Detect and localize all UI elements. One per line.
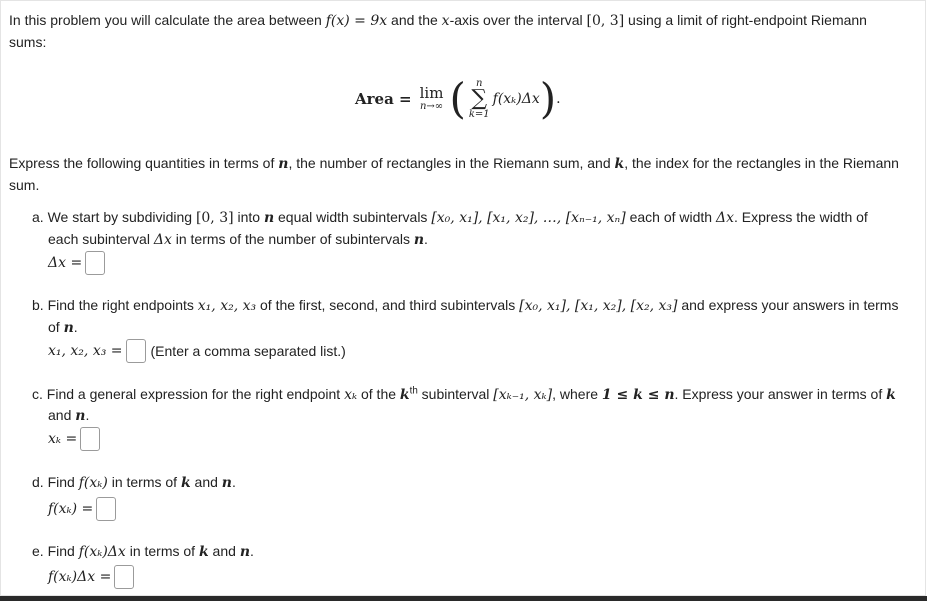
answer-label: Δx = [48, 255, 83, 271]
part-a-text: each subinterval [48, 231, 154, 247]
part-a-text: equal width subintervals [274, 209, 432, 225]
area-formula [355, 71, 561, 127]
interval: [0, 3] [586, 13, 625, 29]
part-a-text: each of width [625, 209, 716, 225]
index-range: 1 ≤ k ≤ n [601, 387, 675, 403]
part-e-text: e. Find [32, 543, 79, 559]
subintervals: [x₀, x₁], [x₁, x₂], …, [xₙ₋₁, xₙ] [431, 210, 626, 226]
express-text: , the number of rectangles in the Riemann sum, and [288, 155, 615, 171]
intro-text: In this problem you will calculate the area between [9, 12, 326, 28]
part-b-text: of [48, 319, 64, 335]
lim-text: lim [419, 83, 444, 102]
x-variable: x [441, 13, 450, 29]
subinterval: [xₖ₋₁, xₖ] [493, 387, 553, 403]
part-b-line-2 [48, 317, 78, 339]
limit [419, 83, 444, 113]
part-a-answer-row [48, 249, 105, 277]
area-label: Area = [355, 90, 412, 108]
part-d-text: in terms of [107, 474, 181, 490]
fxk-dx-expression: f(xₖ)Δx [78, 544, 126, 560]
left-paren: ( [449, 74, 466, 123]
part-c-text: of the [357, 386, 400, 402]
n-variable: n [239, 544, 250, 560]
part-c-line-1 [32, 384, 896, 406]
part-e-text: in terms of [125, 543, 199, 559]
xk-variable: xₖ [344, 387, 358, 403]
bottom-divider [0, 596, 927, 601]
part-c-text: , where [552, 386, 602, 402]
k-variable: k [198, 544, 209, 560]
subintervals: [x₀, x₁], [x₁, x₂], [x₂, x₃] [519, 298, 678, 314]
answer-label: f(xₖ) = [48, 501, 94, 517]
n-variable: n [221, 475, 232, 491]
endpoint-vars: x₁, x₂, x₃ [197, 298, 257, 314]
part-c-text: . [85, 407, 90, 423]
part-e-answer-row [48, 563, 134, 591]
intro-text: and the [387, 12, 442, 28]
n-variable: n [263, 210, 275, 226]
k-variable: k [614, 156, 625, 172]
n-variable: n [278, 156, 289, 172]
fxk-answer-input[interactable] [96, 497, 116, 521]
part-d-text: d. Find [32, 474, 79, 490]
sum-lower: k=1 [468, 109, 490, 120]
part-a-text: a. We start by subdividing [32, 209, 196, 225]
part-e-text: and [208, 543, 240, 559]
part-d-text: . [231, 474, 236, 490]
part-c-text: c. Find a general expression for the right endpoint [32, 386, 345, 402]
part-a-text: into [233, 209, 264, 225]
answer-label: f(xₖ)Δx = [48, 569, 112, 585]
part-b-text: b. Find the right endpoints [32, 297, 198, 313]
part-e-text: . [250, 543, 254, 559]
k-variable: k [180, 475, 191, 491]
sigma-icon: ∑ [471, 86, 488, 111]
intro-line-1 [9, 10, 867, 32]
part-a-line-2 [48, 229, 428, 251]
part-c-line-2 [48, 405, 89, 427]
lim-subscript: n→∞ [419, 100, 444, 112]
input-hint: (Enter a comma separated list.) [150, 343, 346, 359]
express-text: Express the following quantities in terms of [9, 155, 279, 171]
part-a-text: . [424, 231, 428, 247]
sum-term: f(xₖ)Δx [492, 91, 540, 107]
right-paren: ) [539, 74, 557, 123]
part-a-text: . Express the width of [733, 209, 868, 225]
part-a-line-1 [32, 207, 868, 229]
part-b-answer-row [48, 337, 346, 365]
part-b-text: and express your answers in terms [677, 297, 899, 313]
fxk-expression: f(xₖ) [78, 475, 108, 491]
part-a-text: in terms of the number of subintervals [171, 231, 414, 247]
function-expression: f(x) = 9x [325, 13, 388, 29]
intro-text: using a limit of right-endpoint Riemann [624, 12, 867, 28]
express-line-2: sum. [9, 177, 40, 193]
part-c-text: and [48, 407, 76, 423]
intro-line-2: sums: [9, 34, 47, 50]
interval: [0, 3] [195, 210, 234, 226]
part-c-text: subinterval [417, 386, 494, 402]
k-variable: k [886, 387, 896, 403]
formula-period: . [556, 91, 561, 107]
ordinal-suffix: th [409, 385, 418, 397]
xk-answer-input[interactable] [80, 427, 100, 451]
fxk-dx-answer-input[interactable] [114, 565, 134, 589]
express-line-1 [9, 153, 899, 175]
express-text: , the index for the rectangles in the Riemann [624, 155, 899, 171]
part-b-text: . [73, 319, 78, 335]
delta-x-answer-input[interactable] [85, 251, 105, 275]
delta-x: Δx [153, 232, 172, 248]
answer-label: x₁, x₂, x₃ = [48, 343, 123, 359]
n-variable: n [413, 232, 425, 248]
part-d-text: and [190, 474, 222, 490]
part-b-text: of the first, second, and third subintervals [256, 297, 520, 313]
n-variable: n [63, 320, 74, 336]
part-c-answer-row [48, 425, 100, 453]
summation [469, 78, 490, 120]
k-variable: k [399, 387, 410, 403]
part-d-answer-row [48, 495, 116, 523]
part-b-line-1 [32, 295, 898, 317]
answer-label: xₖ = [48, 431, 78, 447]
part-d-line-1 [32, 472, 236, 494]
endpoints-answer-input[interactable] [126, 339, 146, 363]
intro-text: -axis over the interval [449, 12, 587, 28]
part-e-line-1 [32, 541, 254, 563]
part-c-text: . Express your answer in terms of [674, 386, 887, 402]
sum-upper: n [476, 78, 483, 89]
n-variable: n [75, 408, 86, 424]
delta-x: Δx [715, 210, 734, 226]
